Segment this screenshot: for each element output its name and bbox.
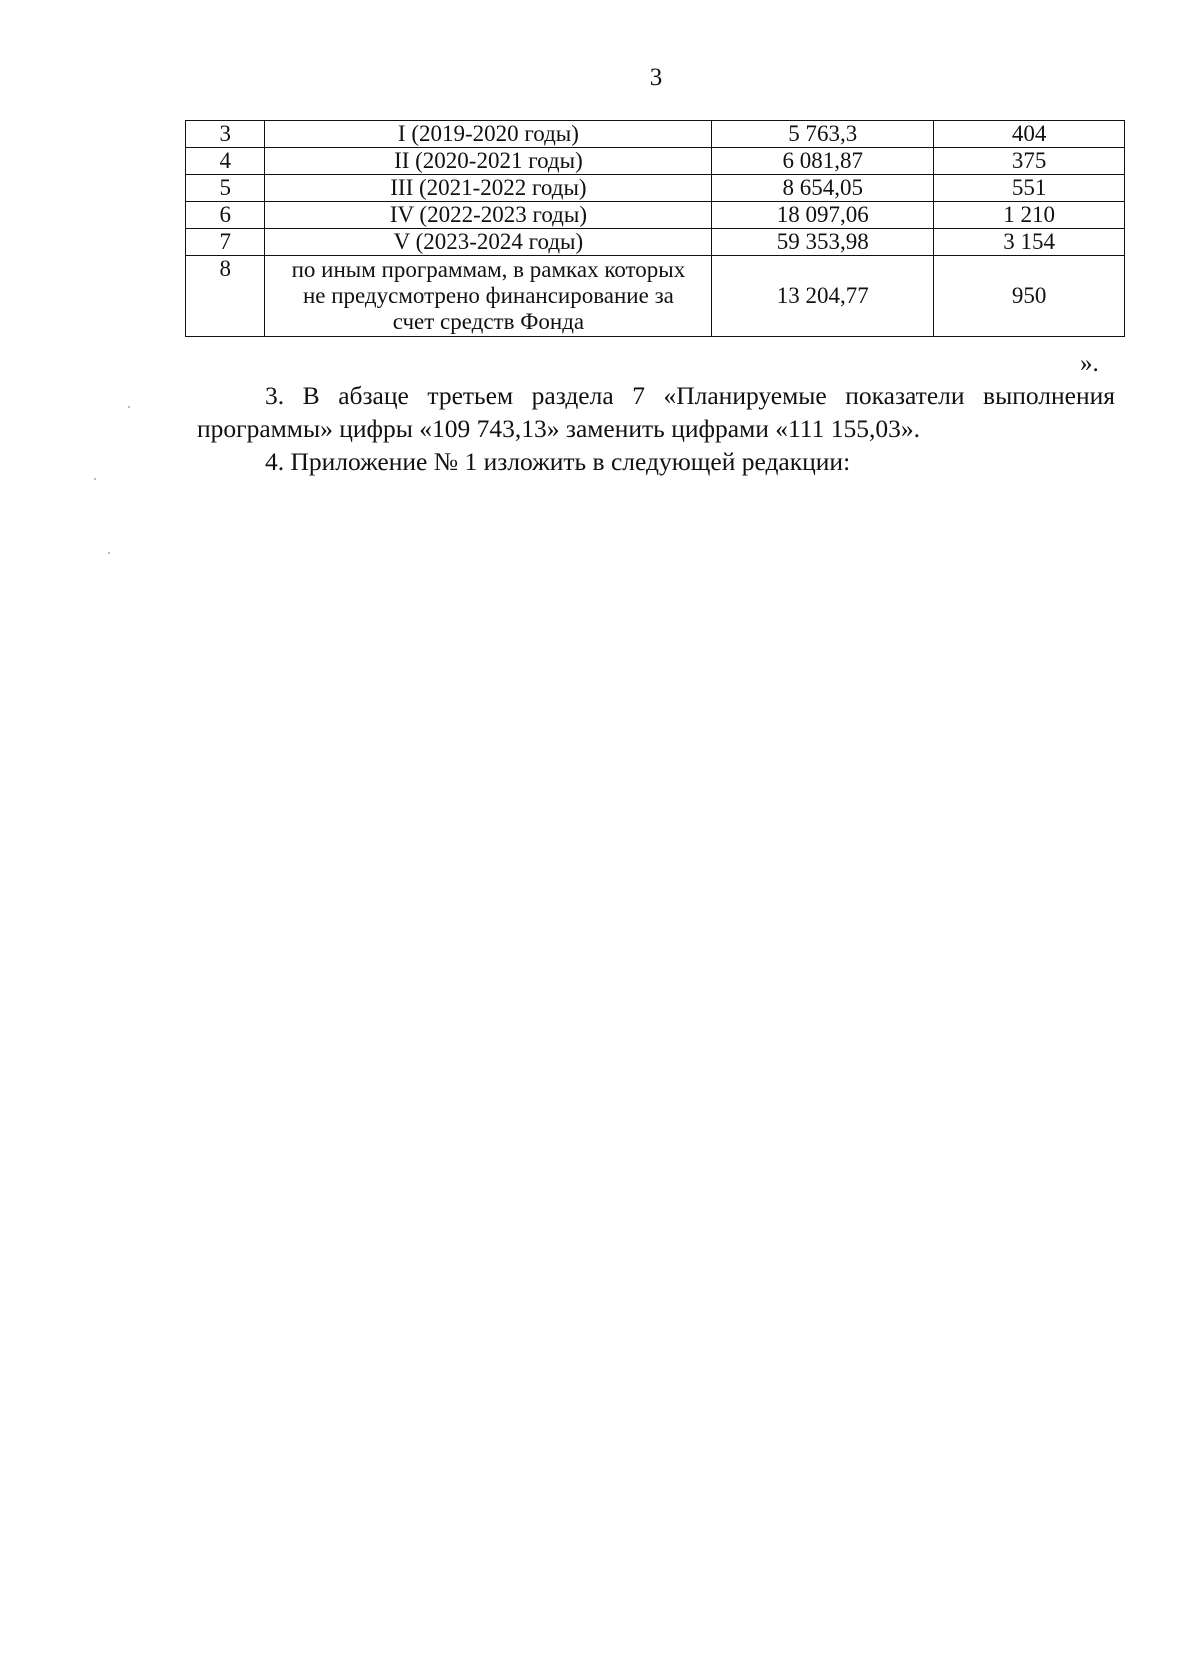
row-name-line: не предусмотрено финансирование за: [302, 283, 674, 308]
closing-quote: ».: [1080, 350, 1099, 377]
paragraph-item-4: 4. Приложение № 1 изложить в следующей редакции:: [265, 447, 851, 476]
row-name-cell: IV (2022-2023 годы): [265, 202, 712, 229]
row-name-cell: I (2019-2020 годы): [265, 121, 712, 148]
row-sum-cell: 18 097,06: [712, 202, 934, 229]
row-count-cell: 950: [934, 256, 1125, 337]
row-sum-cell: 59 353,98: [712, 229, 934, 256]
row-name-line: счет средств Фонда: [392, 309, 585, 334]
row-count-cell: 551: [934, 175, 1125, 202]
row-number-cell: 3: [186, 121, 265, 148]
table-row: [186, 121, 1125, 148]
table-row: [186, 256, 1125, 337]
table-row: [186, 229, 1125, 256]
row-name-cell: V (2023-2024 годы): [265, 229, 712, 256]
scan-speck: [108, 552, 110, 554]
row-number-cell: 8: [186, 256, 265, 337]
row-sum-cell: 5 763,3: [712, 121, 934, 148]
row-sum-cell: 6 081,87: [712, 148, 934, 175]
row-number-cell: 5: [186, 175, 265, 202]
row-number-cell: 4: [186, 148, 265, 175]
table-row: [186, 148, 1125, 175]
row-count-cell: 1 210: [934, 202, 1125, 229]
table-row: [186, 202, 1125, 229]
paragraph-item-3: 3. В абзаце третьем раздела 7 «Планируемые показатели выполнения программы» цифры «109 743,13» заменить цифрами «111 155,03».: [197, 381, 1115, 443]
data-table: [185, 120, 1125, 337]
row-count-cell: 375: [934, 148, 1125, 175]
row-number-cell: 7: [186, 229, 265, 256]
row-count-cell: 3 154: [934, 229, 1125, 256]
row-sum-cell: 8 654,05: [712, 175, 934, 202]
row-name-line: по иным программам, в рамках которых: [291, 257, 686, 282]
row-name-cell: II (2020-2021 годы): [265, 148, 712, 175]
row-name-cell: III (2021-2022 годы): [265, 175, 712, 202]
scan-speck: [94, 478, 96, 480]
row-sum-cell: 13 204,77: [712, 256, 934, 337]
row-count-cell: 404: [934, 121, 1125, 148]
page-number: 3: [649, 64, 663, 91]
table-row: [186, 175, 1125, 202]
scan-speck: [128, 406, 130, 408]
row-name-cell: [265, 256, 712, 337]
row-number-cell: 6: [186, 202, 265, 229]
